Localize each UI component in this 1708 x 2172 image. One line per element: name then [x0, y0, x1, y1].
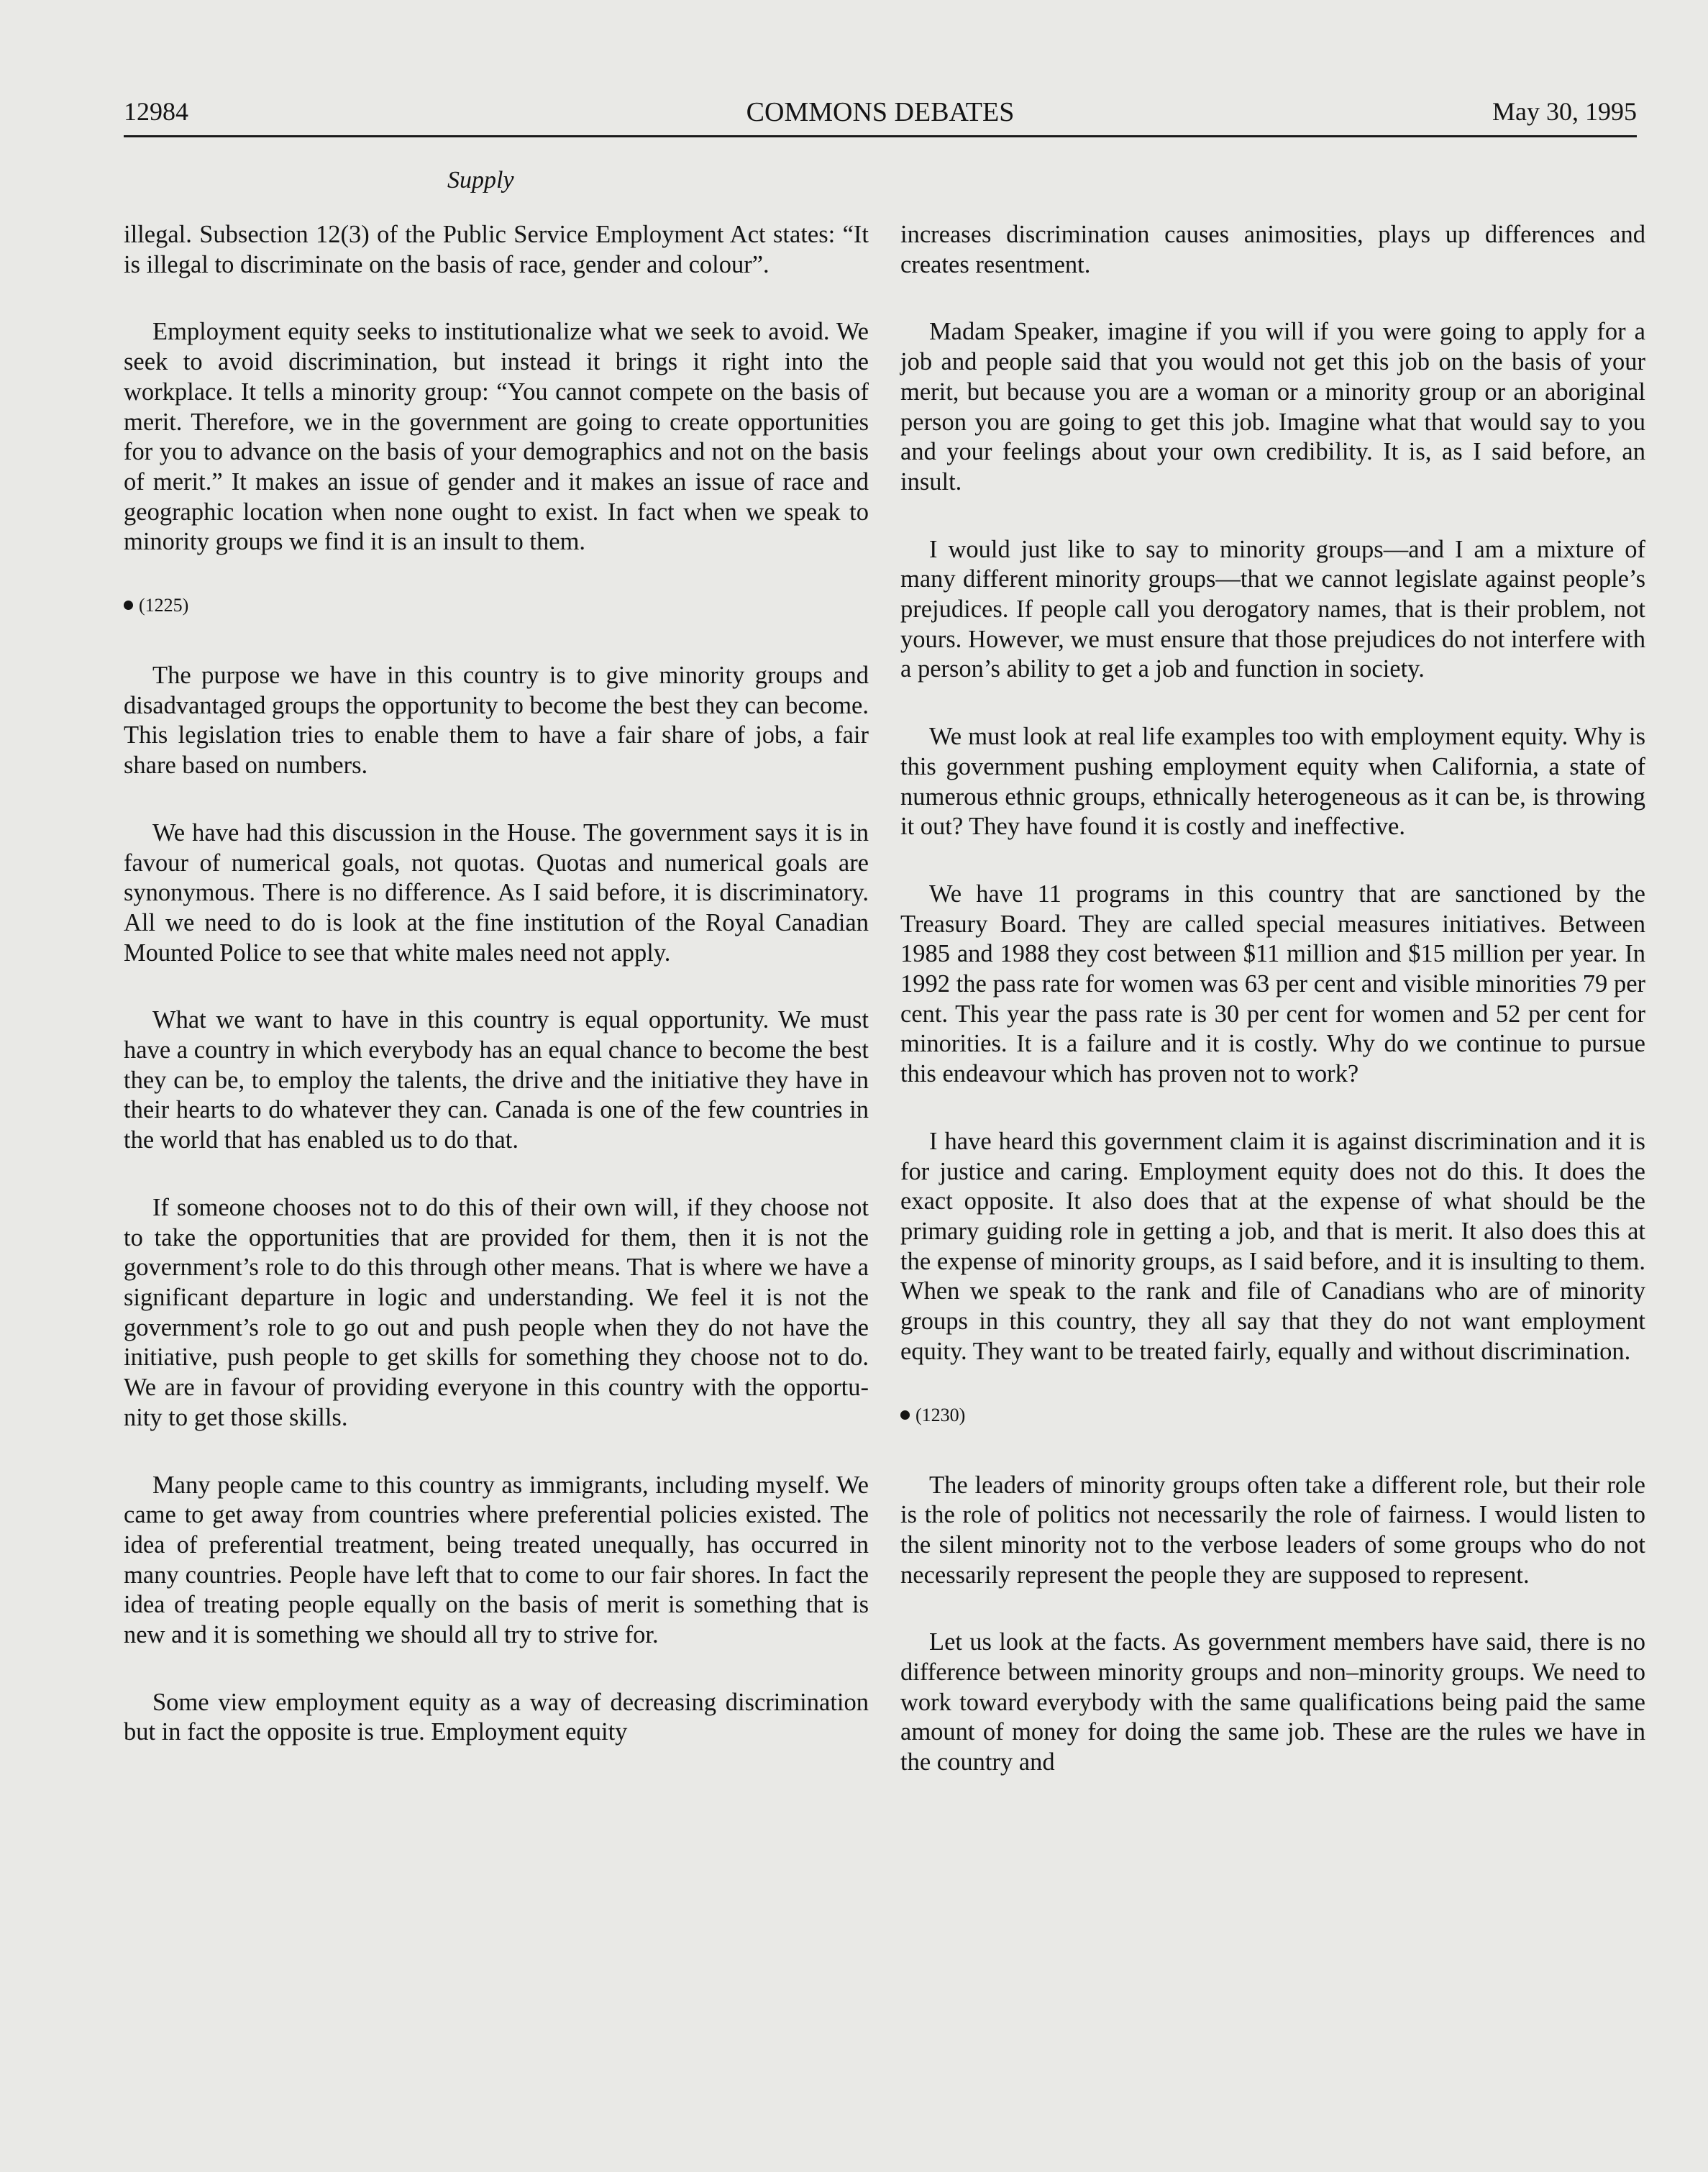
- paragraph: Let us look at the facts. As government members have said, there is no difference between minority groups and non–minority groups. We need to work toward everybody with the same qualifications being paid the same amount of money for doing the same job. These are the rules we have in the country and: [900, 1628, 1645, 1776]
- bullet-icon: [124, 601, 133, 610]
- paragraph: increases discrimination causes animosities, plays up differences and creates resentment.: [900, 221, 1645, 278]
- time-marker-label: (1230): [915, 1404, 966, 1425]
- paragraph: I have heard this government claim it is against discrimination and it is for justice and caring. Employment equity does not do this. It does the exact opposite. It also does that at the expense of what should be the primary guiding role in getting a job, and that is merit. It also does this at the expense of minority groups, as I said before, and it is insulting to them. When we speak to the rank and file of Canadians who are of minority groups in this country, they all say that they do not want employment equity. They want to be treated fairly, equally and without discrimination.: [900, 1127, 1645, 1365]
- paragraph: What we want to have in this country is equal opportunity. We must have a country in which everybody has an equal chance to become the best they can be, to employ the talents, the drive and the initiative they have in their hearts to do whatever they can. Canada is one of the few countries in the world that has enabled us to do that.: [124, 1006, 869, 1154]
- time-marker: [124, 595, 869, 616]
- time-marker: [900, 1405, 1645, 1426]
- left-column: [124, 220, 869, 1785]
- publication-title: COMMONS DEBATES: [746, 97, 1015, 127]
- bullet-icon: [900, 1410, 910, 1420]
- header-rule: [124, 135, 1637, 137]
- paragraph: Some view employment equity as a way of decreasing discrimination but in fact the opposite is true. Employment equity: [124, 1688, 869, 1746]
- paragraph: Many people came to this country as immigrants, including myself. We came to get away from countries where preferential policies existed. The idea of preferential treatment, being treated unequally, has occurred in many countries. People have left that to come to our fair shores. In fact the idea of treating people equally on the basis of merit is something that is new and it is something we should all try to strive for.: [124, 1471, 869, 1649]
- paragraph: Employment equity seeks to institutionalize what we seek to avoid. We seek to avoid discrimination, but instead it brings it right into the workplace. It tells a minority group: “You cannot compete on the basis of merit. Therefore, we in the government are going to create opportunities for you to advance on the basis of your demographics and not on the basis of merit.” It makes an issue of gender and it makes an issue of race and geographic location when none ought to exist. In fact when we speak to minority groups we find it is an insult to them.: [124, 318, 869, 556]
- paragraph: We must look at real life examples too with employment equity. Why is this government pushing employment equity when California, a state of numerous ethnic groups, ethnically heterogeneous as it can be, is throwing it out? They have found it is costly and ineffective.: [900, 723, 1645, 841]
- paragraph: Madam Speaker, imagine if you will if you were going to apply for a job and people said that you would not get this job on the basis of your merit, but because you are a woman or a minority group or an aboriginal person you are going to get this job. Imagine what that would say to you and your feelings about your own credibility. It is, as I said before, an insult.: [900, 318, 1645, 496]
- paragraph: We have had this discussion in the House. The government says it is in favour of numerical goals, not quotas. Quotas and numerical goals are synonymous. There is no difference. As I said before, it is discriminatory. All we need to do is look at the fine institution of the Royal Canadian Mounted Police to see that white males need not apply.: [124, 818, 869, 967]
- publication-date: May 30, 1995: [1492, 97, 1637, 126]
- paragraph: illegal. Subsection 12(3) of the Public Service Employment Act states: “It is illegal to discriminate on the basis of race, gender and colour”.: [124, 221, 869, 278]
- paragraph: I would just like to say to minority groups—and I am a mixture of many different minority groups—that we cannot legislate against people’s prejudices. If people call you derogatory names, that is their problem, not yours. However, we must ensure that those prejudices do not interfere with a person’s ability to get a job and function in society.: [900, 535, 1645, 683]
- page-header: [124, 91, 1637, 134]
- section-title: Supply: [447, 167, 514, 193]
- time-marker-label: (1225): [139, 595, 189, 616]
- paragraph: We have 11 programs in this country that are sanctioned by the Treasury Board. They are called special measures initiatives. Between 1985 and 1988 they cost between $11 million and $15 million per year. In 1992 the pass rate for women was 63 per cent and visible minorities 79 per cent. This year the pass rate is 30 per cent for women and 52 per cent for minorities. It is a failure and it is costly. Why do we continue to pursue this endeavour which has proven not to work?: [900, 880, 1645, 1088]
- paragraph: The purpose we have in this country is to give minority groups and disadvantaged groups the opportunity to become the best they can become. This legislation tries to enable them to have a fair share of jobs, a fair share based on numbers.: [124, 662, 869, 780]
- paragraph: The leaders of minority groups often take a different role, but their role is the role of politics not necessarily the role of fairness. I would listen to the silent minority not to the verbose leaders of some groups who do not necessarily represent the people they are supposed to represent.: [900, 1471, 1645, 1589]
- page-number: 12984: [124, 97, 188, 126]
- right-column: [900, 220, 1645, 1815]
- paragraph: If someone chooses not to do this of their own will, if they choose not to take the opportunities that are provided for them, then it is not the government’s role to do this through other means. That is where we have a significant departure in logic and understanding. We feel it is not the government’s role to go out and push people when they do not have the initiative, push people to get skills for something they choose not to do. We are in favour of providing everyone in this country with the opportunity to get those skills.: [124, 1193, 869, 1431]
